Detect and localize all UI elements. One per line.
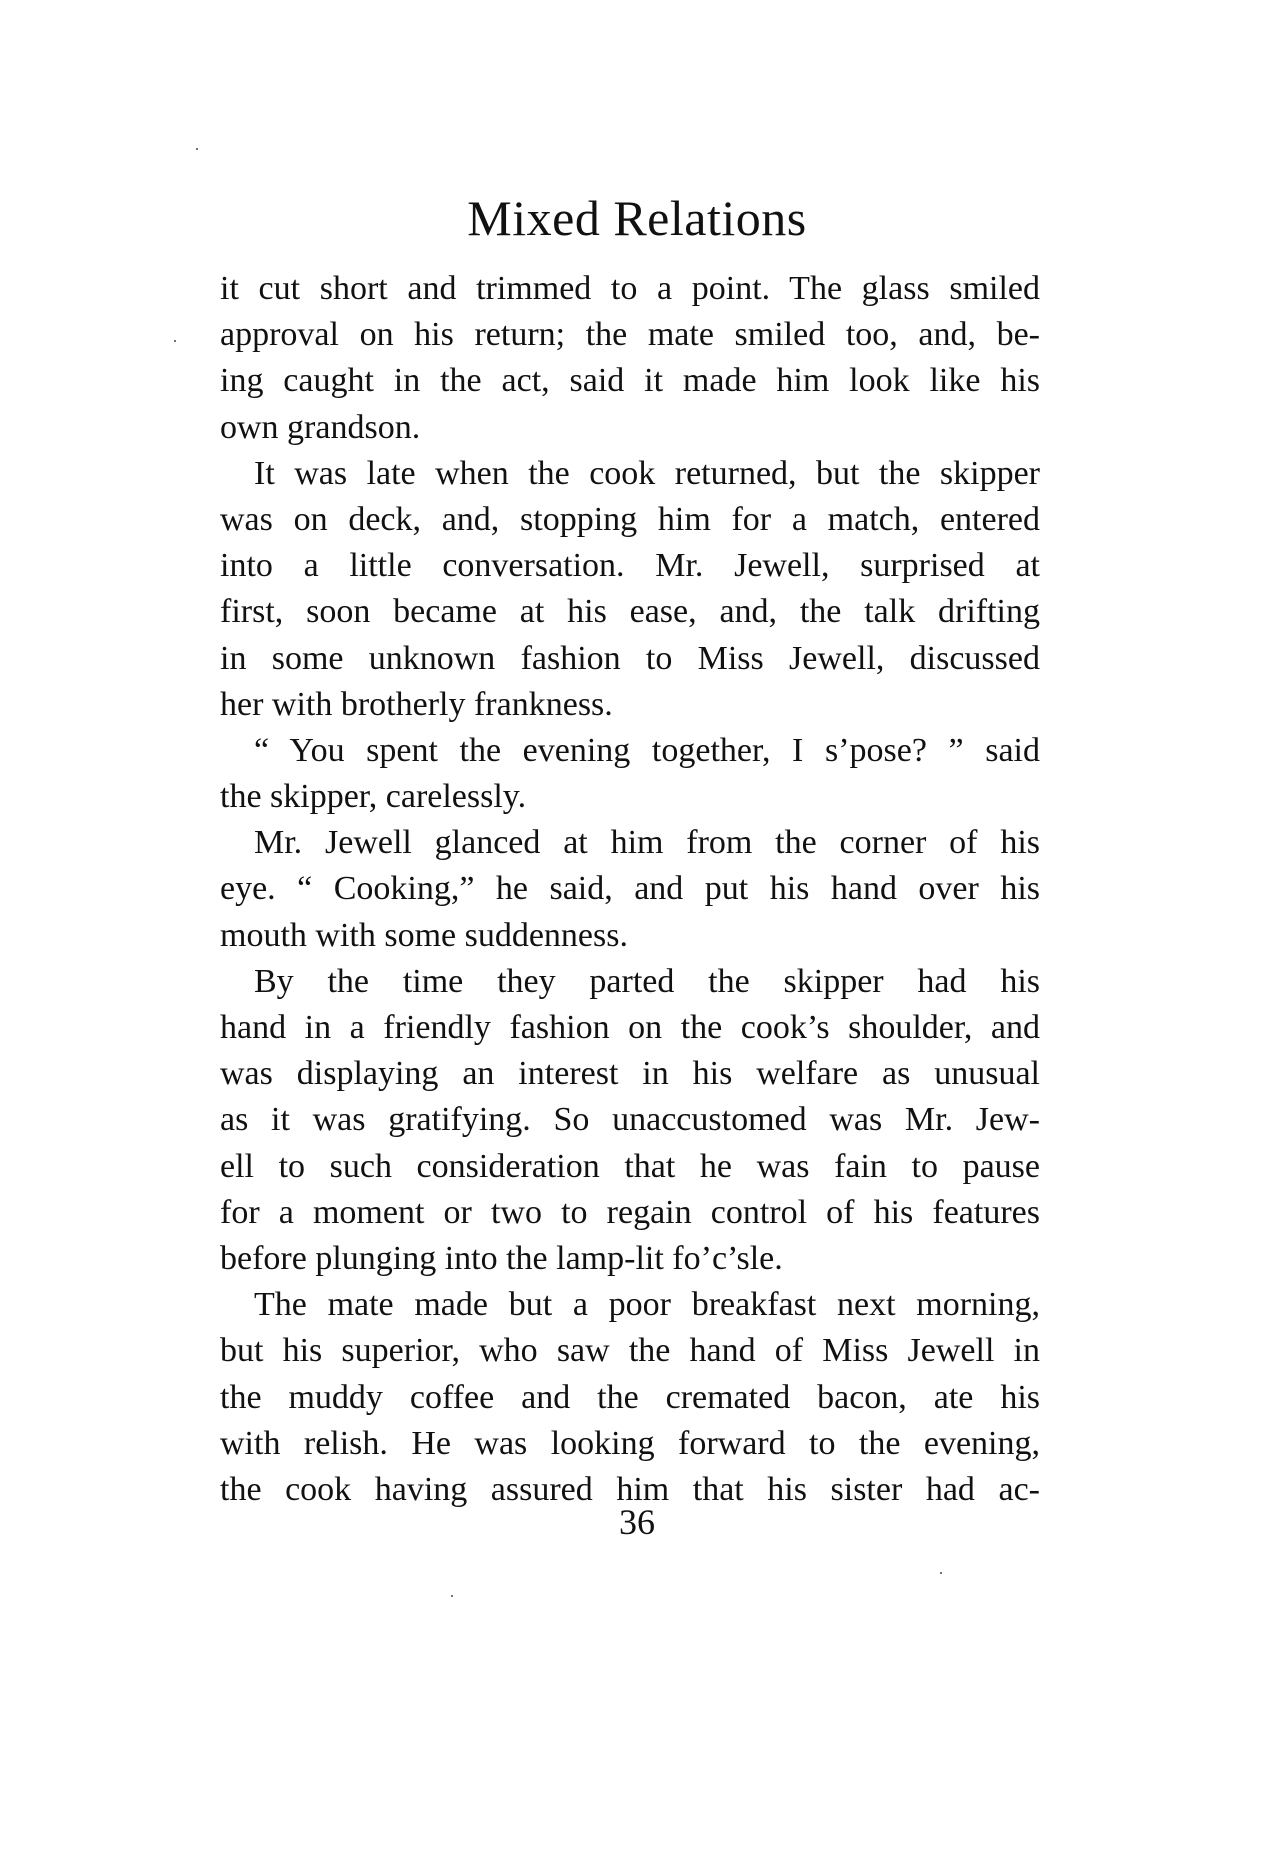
scan-speck	[196, 148, 198, 150]
running-head: Mixed Relations	[467, 190, 807, 246]
text-line: with relish. He was looking forward to the evening,	[220, 1424, 1040, 1462]
text-line: own grandson.	[220, 408, 421, 446]
text-line: the skipper, carelessly.	[220, 778, 527, 816]
text-line: it cut short and trimmed to a point. The glass smiled	[220, 270, 1040, 307]
text-line: as it was gratifying. So unaccustomed was Mr. Jew-	[220, 1101, 1040, 1139]
text-line: but his superior, who saw the hand of Miss Jewell in	[220, 1332, 1040, 1370]
text-line: By the time they parted the skipper had his	[254, 962, 1040, 1000]
page-number: 36	[619, 1502, 655, 1542]
text-line: before plunging into the lamp-lit fo’c’sle.	[220, 1239, 783, 1277]
text-line: first, soon became at his ease, and, the talk drifting	[220, 593, 1040, 631]
scan-speck	[940, 1572, 942, 1574]
text-line: The mate made but a poor breakfast next morning,	[254, 1286, 1040, 1324]
text-line: in some unknown fashion to Miss Jewell, discussed	[220, 639, 1040, 677]
text-line: ing caught in the act, said it made him look like his	[220, 362, 1040, 400]
text-line: for a moment or two to regain control of his features	[220, 1193, 1040, 1231]
text-line: was displaying an interest in his welfare as unusual	[220, 1055, 1040, 1093]
scan-speck	[451, 1595, 453, 1597]
text-line: her with brotherly frankness.	[220, 685, 613, 723]
text-line: hand in a friendly fashion on the cook’s shoulder, and	[220, 1009, 1040, 1046]
text-line: mouth with some suddenness.	[220, 916, 628, 954]
body-text	[220, 266, 1040, 1513]
text-line: Mr. Jewell glanced at him from the corner of his	[254, 824, 1040, 862]
text-line: ell to such consideration that he was fain to pause	[220, 1147, 1040, 1185]
text-line: eye. “ Cooking,” he said, and put his hand over his	[220, 870, 1040, 908]
text-line: into a little conversation. Mr. Jewell, surprised at	[220, 547, 1040, 585]
text-line: approval on his return; the mate smiled too, and, be-	[220, 316, 1040, 354]
text-line: the muddy coffee and the cremated bacon, ate his	[220, 1378, 1040, 1416]
text-line: was on deck, and, stopping him for a match, entered	[220, 500, 1040, 538]
text-line: “ You spent the evening together, I s’pose? ” said	[254, 731, 1040, 769]
text-line: the cook having assured him that his sister had ac-	[220, 1470, 1040, 1508]
scan-speck	[174, 340, 176, 342]
text-line: It was late when the cook returned, but the skipper	[254, 454, 1040, 492]
